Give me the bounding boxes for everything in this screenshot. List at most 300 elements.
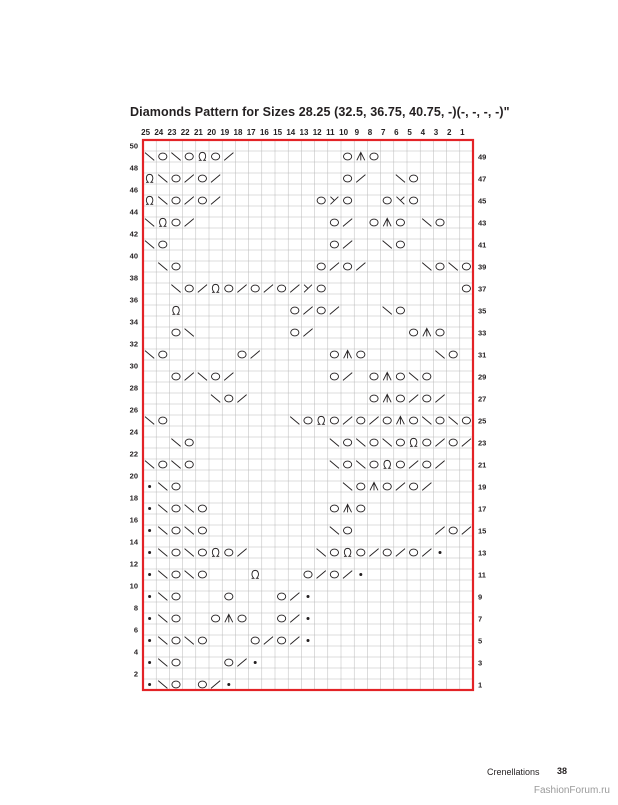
yarn-over-symbol [436, 329, 444, 336]
purl-symbol [148, 639, 151, 642]
yarn-over-symbol [357, 483, 365, 490]
k2tog-symbol [211, 175, 220, 183]
yarn-over-symbol [357, 505, 365, 512]
yarn-over-symbol [330, 241, 338, 248]
k1-tbl-symbol [344, 548, 351, 556]
yarn-over-symbol [330, 505, 338, 512]
column-label: 22 [180, 128, 190, 137]
k2tog-symbol [422, 483, 431, 491]
column-label: 17 [246, 128, 256, 137]
yarn-over-symbol [225, 395, 233, 402]
ssk-symbol [409, 373, 418, 381]
k2tog-symbol [435, 439, 444, 447]
ssk-symbol [185, 549, 194, 557]
k2tog-symbol [290, 285, 299, 293]
yarn-over-symbol [198, 197, 206, 204]
yarn-over-symbol [344, 527, 352, 534]
yarn-over-symbol [344, 153, 352, 160]
odd-row-label: 45 [478, 196, 487, 206]
ssk-symbol [383, 307, 392, 315]
odd-row-label: 27 [478, 394, 487, 404]
yarn-over-symbol [172, 637, 180, 644]
yarn-over-symbol [462, 263, 470, 270]
column-label: 18 [233, 128, 243, 137]
odd-row-label: 31 [478, 350, 487, 360]
k2tog-symbol [251, 351, 260, 359]
yarn-over-symbol [423, 461, 431, 468]
purl-symbol [254, 661, 257, 664]
ssk-symbol [356, 439, 365, 447]
yarn-over-symbol [330, 417, 338, 424]
yarn-over-symbol [344, 175, 352, 182]
k2tog-symbol [356, 263, 365, 271]
ssk-symbol [211, 395, 220, 403]
k2tog-symbol [435, 461, 444, 469]
watermark: FashionForum.ru [533, 785, 610, 796]
yarn-over-symbol [198, 175, 206, 182]
ssk-symbol [449, 263, 458, 271]
yarn-over-symbol [330, 351, 338, 358]
even-row-label: 10 [129, 581, 138, 591]
k2tog-symbol [343, 241, 352, 249]
ssk-symbol [396, 175, 405, 183]
ssk-symbol [330, 461, 339, 469]
yarn-over-symbol [159, 461, 167, 468]
k1-tbl-symbol [199, 152, 206, 160]
k1-tbl-symbol [212, 284, 219, 292]
even-row-label: 46 [129, 185, 138, 195]
yarn-over-symbol [410, 197, 418, 204]
ssk-symbol [158, 527, 167, 535]
k1-tbl-symbol [252, 570, 259, 578]
yarn-over-symbol [159, 153, 167, 160]
k2tog-symbol [211, 197, 220, 205]
yarn-over-symbol [172, 659, 180, 666]
yarn-over-symbol [410, 417, 418, 424]
purl-symbol [227, 683, 230, 686]
yarn-over-symbol [159, 417, 167, 424]
column-label: 16 [259, 128, 269, 137]
column-label: 3 [433, 128, 439, 137]
odd-row-label: 13 [478, 548, 487, 558]
odd-row-label: 1 [478, 680, 483, 690]
column-label: 10 [339, 128, 349, 137]
yarn-over-symbol [383, 197, 391, 204]
yarn-over-symbol [462, 417, 470, 424]
yarn-over-symbol [278, 615, 286, 622]
purl-symbol [359, 573, 362, 576]
yarn-over-symbol [449, 527, 457, 534]
yarn-over-symbol [344, 263, 352, 270]
yarn-over-symbol [436, 417, 444, 424]
double-decrease-symbol [383, 218, 391, 226]
yarn-over-symbol [357, 351, 365, 358]
k2tog-symbol [422, 549, 431, 557]
k2tog-symbol [290, 593, 299, 601]
ssk-symbol [330, 527, 339, 535]
even-row-label: 12 [129, 559, 138, 569]
ssk-symbol [158, 505, 167, 513]
yarn-over-symbol [212, 373, 220, 380]
column-label: 7 [380, 128, 386, 137]
k2tog-symbol [264, 285, 273, 293]
odd-row-label: 39 [478, 262, 487, 272]
ssk-symbol [198, 373, 207, 381]
ssk-symbol [449, 417, 458, 425]
k2tog-symbol [409, 461, 418, 469]
k2tog-symbol [356, 175, 365, 183]
even-row-label: 22 [129, 449, 138, 459]
odd-row-label: 37 [478, 284, 487, 294]
yarn-over-symbol [172, 219, 180, 226]
double-decrease-symbol [370, 482, 378, 490]
double-decrease-symbol [383, 372, 391, 380]
yarn-over-symbol [159, 351, 167, 358]
yarn-over-symbol [436, 219, 444, 226]
even-row-label: 24 [129, 427, 138, 437]
ssk-symbol [185, 637, 194, 645]
k2tog-symbol [330, 263, 339, 271]
even-row-label: 42 [129, 229, 138, 239]
even-row-label: 44 [129, 207, 138, 217]
k2tog-symbol [369, 549, 378, 557]
yarn-over-symbol [198, 505, 206, 512]
yarn-over-symbol [317, 197, 325, 204]
yarn-over-symbol [370, 461, 378, 468]
yarn-over-symbol [304, 417, 312, 424]
column-label: 14 [286, 128, 296, 137]
footer-page-number: 38 [557, 766, 568, 776]
odd-row-label: 49 [478, 152, 487, 162]
k1-tbl-symbol [212, 548, 219, 556]
odd-row-label: 25 [478, 416, 487, 426]
ssk-symbol [145, 351, 154, 359]
ssk-symbol [158, 571, 167, 579]
yarn-over-symbol [436, 263, 444, 270]
odd-row-label: 41 [478, 240, 487, 250]
k2tog-symbol [396, 549, 405, 557]
yarn-over-symbol [198, 571, 206, 578]
k3tog-symbol [396, 197, 404, 205]
k1-tbl-symbol [384, 460, 391, 468]
k2tog-symbol [185, 175, 194, 183]
yarn-over-symbol [344, 197, 352, 204]
yarn-over-symbol [278, 593, 286, 600]
yarn-over-symbol [172, 681, 180, 688]
yarn-over-symbol [172, 593, 180, 600]
yarn-over-symbol [225, 549, 233, 556]
column-label: 24 [154, 128, 164, 137]
column-label: 9 [354, 128, 360, 137]
column-label: 25 [141, 128, 151, 137]
odd-row-label: 7 [478, 614, 483, 624]
yarn-over-symbol [396, 219, 404, 226]
double-decrease-symbol [344, 350, 352, 358]
ssk-symbol [158, 659, 167, 667]
odd-row-label: 35 [478, 306, 487, 316]
purl-symbol [148, 551, 151, 554]
k2tog-symbol [435, 527, 444, 535]
k2tog-symbol [224, 373, 233, 381]
k2tog-symbol [343, 219, 352, 227]
even-row-label: 20 [129, 471, 138, 481]
ssk-symbol [343, 483, 352, 491]
yarn-over-symbol [172, 175, 180, 182]
yarn-over-symbol [225, 285, 233, 292]
k2tog-symbol [343, 571, 352, 579]
k2tog-symbol [290, 615, 299, 623]
column-label: 2 [446, 128, 452, 137]
yarn-over-symbol [357, 417, 365, 424]
yarn-over-symbol [225, 593, 233, 600]
column-label: 20 [207, 128, 217, 137]
yarn-over-symbol [370, 219, 378, 226]
even-row-label: 14 [129, 537, 138, 547]
ssk-symbol [422, 219, 431, 227]
ssk-symbol [290, 417, 299, 425]
yarn-over-symbol [344, 439, 352, 446]
k1-tbl-symbol [146, 174, 153, 182]
ssk-symbol [158, 593, 167, 601]
yarn-over-symbol [396, 241, 404, 248]
column-label: 19 [220, 128, 230, 137]
ssk-symbol [158, 483, 167, 491]
ssk-symbol [185, 329, 194, 337]
k2tog-symbol [264, 637, 273, 645]
yarn-over-symbol [172, 197, 180, 204]
even-row-label: 2 [133, 669, 138, 679]
yarn-over-symbol [357, 549, 365, 556]
k2tog-symbol [224, 153, 233, 161]
k2tog-symbol [343, 373, 352, 381]
yarn-over-symbol [344, 461, 352, 468]
ssk-symbol [158, 175, 167, 183]
sk2p-symbol [330, 197, 338, 205]
yarn-over-symbol [423, 439, 431, 446]
ssk-symbol [422, 263, 431, 271]
ssk-symbol [330, 439, 339, 447]
purl-symbol [148, 485, 151, 488]
yarn-over-symbol [172, 373, 180, 380]
yarn-over-symbol [198, 527, 206, 534]
yarn-over-symbol [185, 439, 193, 446]
ssk-symbol [171, 461, 180, 469]
k2tog-symbol [435, 395, 444, 403]
column-label: 1 [460, 128, 465, 137]
ssk-symbol [185, 505, 194, 513]
k2tog-symbol [409, 395, 418, 403]
k2tog-symbol [343, 417, 352, 425]
k1-tbl-symbol [172, 306, 179, 314]
ssk-symbol [435, 351, 444, 359]
even-row-label: 8 [133, 603, 138, 613]
ssk-symbol [383, 241, 392, 249]
even-row-label: 36 [129, 295, 138, 305]
yarn-over-symbol [172, 263, 180, 270]
yarn-over-symbol [317, 285, 325, 292]
k2tog-symbol [237, 285, 246, 293]
yarn-over-symbol [317, 307, 325, 314]
yarn-over-symbol [172, 329, 180, 336]
k2tog-symbol [198, 285, 207, 293]
yarn-over-symbol [317, 263, 325, 270]
yarn-over-symbol [185, 285, 193, 292]
column-label: 12 [312, 128, 322, 137]
yarn-over-symbol [383, 549, 391, 556]
sk2p-symbol [304, 285, 312, 293]
even-row-label: 34 [129, 317, 138, 327]
yarn-over-symbol [225, 659, 233, 666]
odd-row-label: 5 [478, 636, 483, 646]
column-label: 8 [367, 128, 373, 137]
ssk-symbol [145, 461, 154, 469]
yarn-over-symbol [172, 571, 180, 578]
odd-row-label: 29 [478, 372, 487, 382]
k2tog-symbol [462, 439, 471, 447]
even-row-label: 30 [129, 361, 138, 371]
purl-symbol [148, 529, 151, 532]
odd-row-label: 9 [478, 592, 483, 602]
yarn-over-symbol [396, 307, 404, 314]
even-row-label: 6 [133, 625, 138, 635]
chart-title: Diamonds Pattern for Sizes 28.25 (32.5, 36.75, 40.75, -)(-, -, -, -)" [130, 105, 510, 119]
ssk-symbol [158, 263, 167, 271]
purl-symbol [439, 551, 442, 554]
yarn-over-symbol [383, 483, 391, 490]
yarn-over-symbol [291, 307, 299, 314]
even-row-label: 16 [129, 515, 138, 525]
yarn-over-symbol [278, 637, 286, 644]
yarn-over-symbol [383, 417, 391, 424]
ssk-symbol [158, 197, 167, 205]
column-label: 5 [407, 128, 412, 137]
ssk-symbol [317, 549, 326, 557]
even-row-label: 32 [129, 339, 138, 349]
k2tog-symbol [211, 681, 220, 689]
k1-tbl-symbol [410, 438, 417, 446]
yarn-over-symbol [251, 285, 259, 292]
ssk-symbol [158, 637, 167, 645]
k2tog-symbol [462, 527, 471, 535]
ssk-symbol [145, 417, 154, 425]
even-row-label: 28 [129, 383, 138, 393]
ssk-symbol [171, 285, 180, 293]
k1-tbl-symbol [318, 416, 325, 424]
purl-symbol [148, 617, 151, 620]
k2tog-symbol [185, 197, 194, 205]
yarn-over-symbol [396, 395, 404, 402]
yarn-over-symbol [370, 373, 378, 380]
yarn-over-symbol [396, 373, 404, 380]
yarn-over-symbol [304, 571, 312, 578]
column-label: 23 [167, 128, 177, 137]
yarn-over-symbol [410, 329, 418, 336]
yarn-over-symbol [370, 153, 378, 160]
ssk-symbol [171, 153, 180, 161]
double-decrease-symbol [344, 504, 352, 512]
odd-row-label: 15 [478, 526, 487, 536]
double-decrease-symbol [357, 152, 365, 160]
yarn-over-symbol [172, 505, 180, 512]
k2tog-symbol [237, 549, 246, 557]
column-label: 4 [420, 128, 426, 137]
yarn-over-symbol [212, 615, 220, 622]
yarn-over-symbol [330, 549, 338, 556]
yarn-over-symbol [449, 351, 457, 358]
yarn-over-symbol [370, 395, 378, 402]
even-row-label: 38 [129, 273, 138, 283]
ssk-symbol [158, 615, 167, 623]
ssk-symbol [171, 439, 180, 447]
column-label: 21 [193, 128, 203, 137]
column-label: 15 [273, 128, 283, 137]
purl-symbol [148, 507, 151, 510]
ssk-symbol [145, 219, 154, 227]
yarn-over-symbol [172, 615, 180, 622]
yarn-over-symbol [172, 527, 180, 534]
yarn-over-symbol [198, 549, 206, 556]
purl-symbol [148, 683, 151, 686]
even-row-label: 26 [129, 405, 138, 415]
ssk-symbol [185, 571, 194, 579]
yarn-over-symbol [238, 351, 246, 358]
yarn-over-symbol [423, 395, 431, 402]
double-decrease-symbol [423, 328, 431, 336]
yarn-over-symbol [251, 637, 259, 644]
purl-symbol [148, 595, 151, 598]
odd-row-label: 17 [478, 504, 487, 514]
even-row-label: 50 [129, 141, 138, 151]
purl-symbol [307, 639, 310, 642]
odd-row-label: 43 [478, 218, 487, 228]
yarn-over-symbol [198, 681, 206, 688]
k2tog-symbol [237, 659, 246, 667]
k2tog-symbol [396, 483, 405, 491]
even-row-label: 40 [129, 251, 138, 261]
k2tog-symbol [237, 395, 246, 403]
even-row-label: 48 [129, 163, 138, 173]
double-decrease-symbol [383, 394, 391, 402]
double-decrease-symbol [225, 614, 233, 622]
yarn-over-symbol [291, 329, 299, 336]
double-decrease-symbol [396, 416, 404, 424]
yarn-over-symbol [159, 241, 167, 248]
ssk-symbol [422, 417, 431, 425]
yarn-over-symbol [172, 483, 180, 490]
ssk-symbol [158, 549, 167, 557]
ssk-symbol [145, 241, 154, 249]
odd-row-label: 3 [478, 658, 483, 668]
yarn-over-symbol [449, 439, 457, 446]
purl-symbol [307, 617, 310, 620]
k1-tbl-symbol [146, 196, 153, 204]
purl-symbol [148, 661, 151, 664]
purl-symbol [148, 573, 151, 576]
footer-section-name: Crenellations [487, 767, 540, 777]
ssk-symbol [158, 681, 167, 689]
yarn-over-symbol [278, 285, 286, 292]
yarn-over-symbol [410, 483, 418, 490]
yarn-over-symbol [410, 175, 418, 182]
yarn-over-symbol [330, 571, 338, 578]
ssk-symbol [145, 153, 154, 161]
ssk-symbol [185, 527, 194, 535]
yarn-over-symbol [462, 285, 470, 292]
k2tog-symbol [303, 329, 312, 337]
yarn-over-symbol [198, 637, 206, 644]
yarn-over-symbol [238, 615, 246, 622]
odd-row-label: 21 [478, 460, 487, 470]
